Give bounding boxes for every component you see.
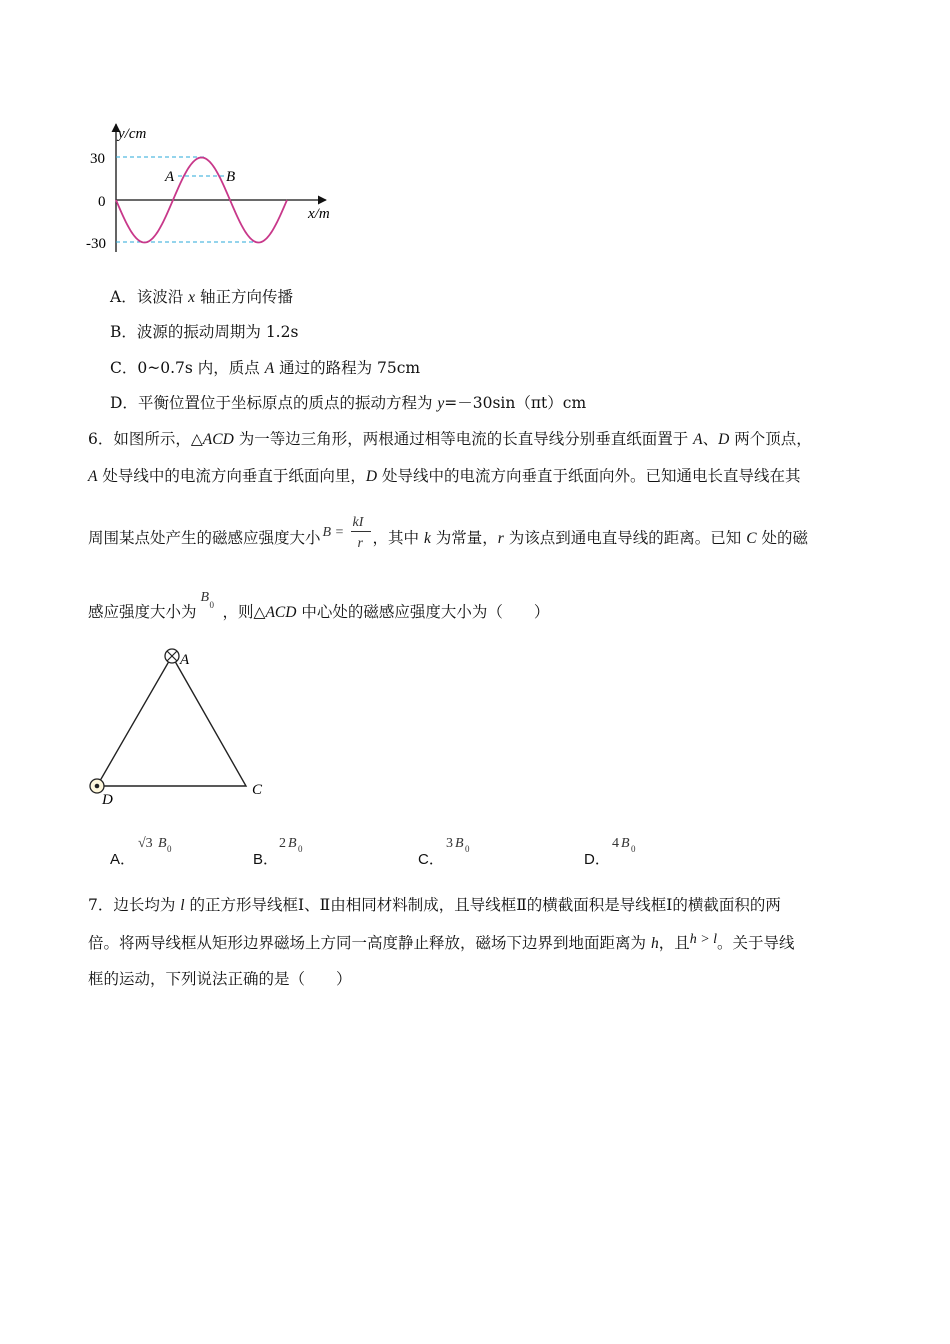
wave-graph (80, 118, 350, 258)
q7-line-2: 倍。将两导线框从矩形边界磁场上方同一高度静止释放，磁场下边界到地面距离为 h，且h > l。关于导线 (88, 932, 795, 952)
current-into-page-icon (165, 649, 179, 663)
q6-line-3: 周围某点处产生的磁感应强度大小 B = kI r ，其中 k 为常量，r 为该点到通电直导线的距离。已知 C 处的磁 (88, 515, 808, 551)
triangle-acd (97, 656, 246, 786)
q5-option-c[interactable]: C．0~0.7s 内，质点 A 通过的路程为 75cm (110, 359, 421, 377)
q6-line-4: 感应强度大小为 B 0 ，则△ACD 中心处的磁感应强度大小为（ ） (88, 590, 550, 621)
q6-option-c[interactable]: C． 3 B 0 (418, 836, 470, 868)
q5-option-a[interactable]: A．该波沿 x 轴正方向传播 (110, 288, 293, 306)
q6-option-b[interactable]: B． 2 B 0 (253, 836, 303, 868)
b0-symbol: B 0 (200, 590, 215, 610)
x-axis-label: x/m (308, 206, 330, 222)
q7-line-3: 框的运动，下列说法正确的是（ ） (88, 970, 352, 988)
q5-option-d[interactable]: D．平衡位置位于坐标原点的质点的振动方程为 y=－30sin（πt）cm (110, 394, 587, 412)
tick-30: 30 (90, 151, 105, 167)
q7-line-1: 7．边长均为 l 的正方形导线框Ⅰ、Ⅱ由相同材料制成，且导线框Ⅱ的横截面积是导线框Ⅰ的横截面积的两 (88, 896, 781, 914)
tick-neg30: -30 (86, 236, 106, 252)
q6-option-a[interactable]: A． √3 B 0 (110, 836, 172, 868)
vertex-a-label: A (180, 652, 190, 668)
q6-option-d[interactable]: D． 4 B 0 (584, 836, 636, 868)
formula-b-kI-over-r: B = kI r (321, 528, 373, 550)
q5-option-b[interactable]: B．波源的振动周期为 1.2s (110, 323, 299, 341)
tick-0: 0 (98, 194, 106, 210)
y-axis-label: y/cm (118, 126, 147, 142)
triangle-figure (80, 642, 280, 812)
point-b-label: B (226, 169, 236, 185)
current-out-of-page-icon (90, 779, 104, 793)
q6-line-1: 6．如图所示，△ACD 为一等边三角形，两根通过相等电流的长直导线分别垂直纸面置于 A、D 两个顶点， (88, 430, 812, 448)
vertex-d-label: D (102, 792, 113, 808)
vertex-c-label: C (252, 782, 263, 798)
q6-line-2: A 处导线中的电流方向垂直于纸面向里，D 处导线中的电流方向垂直于纸面向外。已知通电长直导线在其 (88, 467, 801, 485)
point-a-label: A (165, 169, 175, 185)
